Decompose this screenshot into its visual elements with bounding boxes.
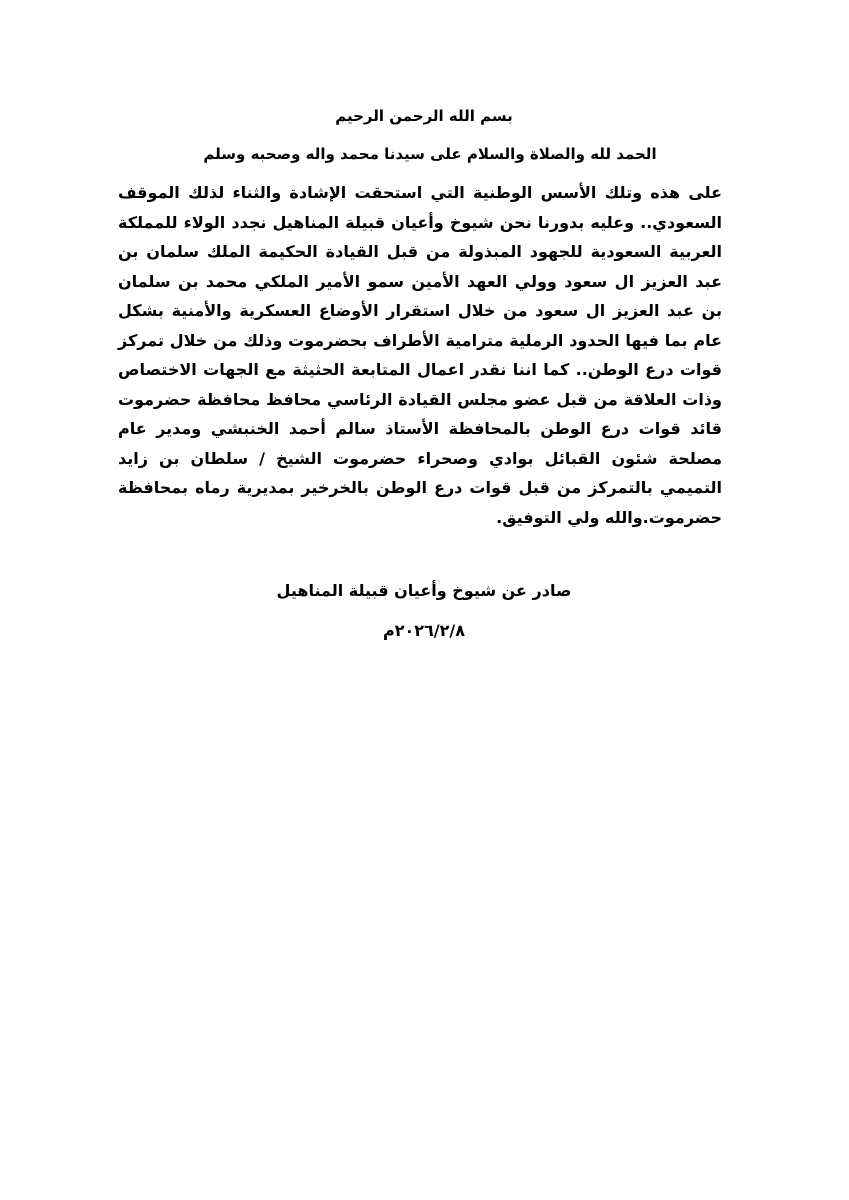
issuer-line: صادر عن شيوخ وأعيان قبيلة المناهيل xyxy=(276,581,572,600)
statement-content xyxy=(118,104,730,532)
statement-body: على هذه وتلك الأسس الوطنية التي استحقت الإشادة والثناء لذلك الموقف السعودي.. وعليه بدورنا نحن شيوخ وأعيان قبيلة المناهيل نجدد الولاء للمملكة العربية السعودية للجهود المبذولة من قبل القيادة الحكيمة الملك سلمان بن عبد العزيز ال سعود وولي العهد الأمين سمو الأمير الملكي محمد بن سلمان بن عبد العزيز ال سعود من خلال استقرار الأوضاع العسكرية والأمنية بشكل عام بما فيها الحدود الرملية مترامية الأطراف بحضرموت وذلك من خلال تمركز قوات درع الوطن.. كما اننا نقدر اعمال المتابعة الحثيثة مع الجهات الاختصاص وذات العلاقة من قبل عضو مجلس القيادة الرئاسي محافظ محافظة حضرموت قائد قوات درع الوطن بالمحافظة الأستاذ سالم أحمد الخنبشي ومدير عام مصلحة شئون القبائل بوادي وصحراء حضرموت الشيخ / سلطان بن زايد التميمي بالتمركز من قبل قوات درع الوطن بالخرخير بمديرية رماه بمحافظة حضرموت.والله ولي التوفيق. xyxy=(118,183,722,527)
issue-date: ٢٠٢٦/٢/٨م xyxy=(382,621,465,640)
signature-block xyxy=(118,578,730,644)
opening-praise: الحمد لله والصلاة والسلام على سيدنا محمد واله وصحبه وسلم xyxy=(203,145,657,163)
basmala-heading: بسم الله الرحمن الرحيم xyxy=(335,107,513,125)
